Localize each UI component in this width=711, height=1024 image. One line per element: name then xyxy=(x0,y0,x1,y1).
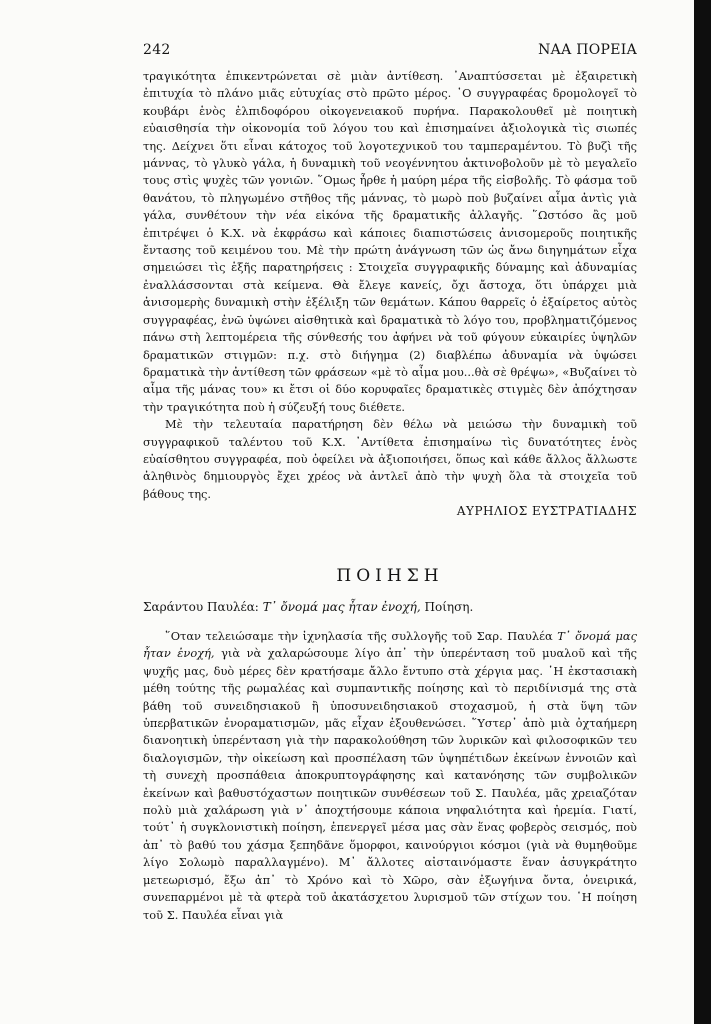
review-paragraph-1: τραγικότητα ἐπικεντρώνεται σὲ μιὰν ἀντίθεση. ᾿Αναπτύσσεται μὲ ἐξαιρετικὴ ἐπιτυχία τὸ πλάνο μιᾶς εὐτυχίας στὸ πρῶτο μέρος. ῾Ο συγγραφέας δρομολογεῖ τὸ κουβάρι ἑνὸς ἐλπιδοφόρου οἰκογενειακοῦ πυρήνα. Παρακολουθεῖ μὲ ποιητικὴ εὐαισθησία τὴν οἰκονομία τοῦ λόγου του καὶ ἐπισημαίνει ἀξιολογικὰ τὶς σιωπές της. Δείχνει ὅτι εἶναι κάτοχος τοῦ λογοτεχνικοῦ του ταμπεραμέντου. Τὸ βυζὶ τῆς μάννας, τὸ γλυκὸ γάλα, ἡ δυναμικὴ τοῦ νεογέννητου ἀκτινοβολοῦν μὲ τὸ μεγαλεῖο τους στὶς ψυχὲς τῶν γονιῶν. ῞Ομως ἦρθε ἡ μαύρη μέρα τῆς εἰσβολῆς. Τὸ φάσμα τοῦ θανάτου, τὸ πληγωμένο στῆθος τῆς μάννας, τὸ μωρὸ ποὺ βυζαίνει αἷμα ἀντὶς γιὰ γάλα, συνθέτουν τὴν νέα εἰκόνα τῆς δραματικῆς ἀλλαγῆς. ῞Ωστόσο ἂς μοῦ ἐπιτρέψει ὁ Κ.Χ. νὰ ἐκφράσω καὶ κάποιες διαπιστώσεις ἀνισομεροῦς ποιητικῆς ἔντασης τοῦ κειμένου του. Μὲ τὴν πρώτη ἀνάγνωση τῶν ὡς ἄνω διηγημάτων εἶχα σημειώσει τὶς ἑξῆς παρατηρήσεις : Στοιχεῖα συγγραφικῆς δύναμης καὶ ἀδυναμίας ἐναλλάσσονται στὰ κείμενα. Θὰ ἔλεγε κανείς, ὄχι ἄστοχα, ὅτι ὑπάρχει μιὰ ἀνισομερὴς δυναμικὴ στὴν ἐξέλιξη τῶν θεμάτων. Κάπου θαρρεῖς ὁ ἐξαίρετος αὐτὸς συγγραφέας, ἐνῶ ὑψώνει αἰσθητικὰ καὶ δραματικὰ τὸ λόγο του, προβληματιζόμενος πάνω στὴ λεπτομέρεια τῆς σύνθεσής του ἀφήνει νὰ τοῦ φύγουν εὐκαιρίες ὑψηλῶν δραματικῶν στιγμῶν: π.χ. στὸ διήγημα (2) διαβλέπω ἀδυναμία νὰ ὑψώσει δραματικὰ τὴν ἀντίθεση τῶν φράσεων «μὲ τὸ αἷμα μου...θὰ σὲ θρέψω», «Βυζαίνει τὸ αἷμα τῆς μάνας του» κι ἔτσι οἱ δύο κορυφαῖες δραματικὲς στιγμὲς δὲν ἀπόχτησαν τὴν τραγικότητα ποὺ ἡ σύζευξή τους διέθετε. xyxy=(143,69,637,414)
review-paragraph-2: Μὲ τὴν τελευταία παρατήρηση δὲν θέλω νὰ μειώσω τὴν δυναμικὴ τοῦ συγγραφικοῦ ταλέντου τοῦ Κ.Χ. ᾿Αντίθετα ἐπισημαίνω τὶς δυνατότητες ἑνὸς εὐαίσθητου συγγραφέα, ποὺ ὀφείλει νὰ ἀξιοποιήσει, ὅπως καὶ κάθε ἄλλος ἄλλωστε ἀληθινὸς δημιουργὸς ἔχει χρέος νὰ ἀντλεῖ ἀπὸ τὴν ψυχὴ ὅλα τὰ στοιχεῖα τοῦ βάθους της. xyxy=(143,417,637,501)
journal-title: ΝΑΑ ΠΟΡΕΙΑ xyxy=(538,42,637,58)
book-publisher: Ποίηση. xyxy=(424,600,474,614)
inline-book-title: Τ᾿ ὄνομά μας ἦταν ἐνοχή, xyxy=(143,629,637,661)
book-review-heading xyxy=(143,600,637,614)
scan-border xyxy=(694,0,711,1024)
page-number: 242 xyxy=(143,42,171,58)
review-body: γιὰ νὰ χαλαρώσουμε λίγο ἀπ᾿ τὴν ὑπερένταση τοῦ μυαλοῦ καὶ τῆς ψυχῆς μας, δυὸ μέρες δὲν κρατήσαμε ἄλλο ἔντυπο στὰ χέργια μας. ῾Η ἐκστασιακὴ μέθη τούτης τῆς ρωμαλέας καὶ συμπαντικῆς ποίησης καὶ τὸ περιδίνισμά της στὰ βάθη τοῦ συνειδησιακοῦ ἢ ὑποσυνειδησιακοῦ στοχασμοῦ, ἡ στὰ ὕψη τῶν ὑπερβατικῶν ἐνοραματισμῶν, μᾶς εἶχαν ἐξουθενώσει. ῞Υστερ᾿ ἀπὸ μιὰ ὀχταήμερη διανοητικὴ ὑπερένταση γιὰ τὴν παρακολούθηση τῶν λυρικῶν καὶ φιλοσοφικῶν τευ διαλογισμῶν, τὴν οἰκείωση καὶ προσπέλαση τῶν ὑψηπέτιδων ἐκείνων ἐννοιῶν καὶ τὴ συνεχὴ προσπάθεια ἀποκρυπτογράφησης καὶ κατανόησης τῶν συμβολικῶν ἐκείνων καὶ βαθυστόχαστων ποιητικῶν συνθέσεων τοῦ Σ. Παυλέα, μᾶς χρειαζόταν πολὺ μιὰ χαλάρωση γιὰ ν᾿ ἀποχτήσουμε κάποια νηφαλιότητα καὶ ἠρεμία. Γιατί, τούτ᾿ ἡ συγκλονιστικὴ ποίηση, ἐπενεργεῖ μέσα μας σὰν ἕνας φοβερὸς σεισμός, ποὺ ἀπ᾿ τὸ βαθύ του χάσμα ξεπηδᾶνε ὅμορφοι, καινούργιοι κόσμοι (γιὰ νὰ θυμηθοῦμε λίγο Σολωμὸ παραλλαγμένο). Μ᾿ ἄλλοτες αἰσταινόμαστε ἕναν ἀσυγκράτητο μετεωρισμό, ἔξω ἀπ᾿ τὸ Χρόνο καὶ τὸ Χῶρο, σὰν ἐξωγήινα ὄντα, ὀνειρικά, συνεπαρμένοι μὲ τὰ φτερὰ τοῦ ἀκατάσχετου λυρισμοῦ τῶν στίχων του. ῾Η ποίηση τοῦ Σ. Παυλέα εἶναι γιὰ xyxy=(143,646,638,922)
running-header xyxy=(143,42,637,62)
section-heading-poetry: ΠΟΙΗΣΗ xyxy=(336,566,444,586)
review-text-continued xyxy=(143,68,637,503)
book-title: Τ᾿ ὄνομά μας ἦταν ἐνοχή, xyxy=(262,600,421,614)
poetry-review-text xyxy=(143,628,637,924)
review-intro: ῞Οταν τελειώσαμε τὴν ἰχνηλασία τῆς συλλογῆς τοῦ Σαρ. Παυλέα xyxy=(165,629,553,643)
book-author: Σαράντου Παυλέα: xyxy=(143,600,259,614)
poetry-review-paragraph xyxy=(143,628,637,924)
review-author-signature: ΑΥΡΗΛΙΟΣ ΕΥΣΤΡΑΤΙΑΔΗΣ xyxy=(456,504,637,518)
